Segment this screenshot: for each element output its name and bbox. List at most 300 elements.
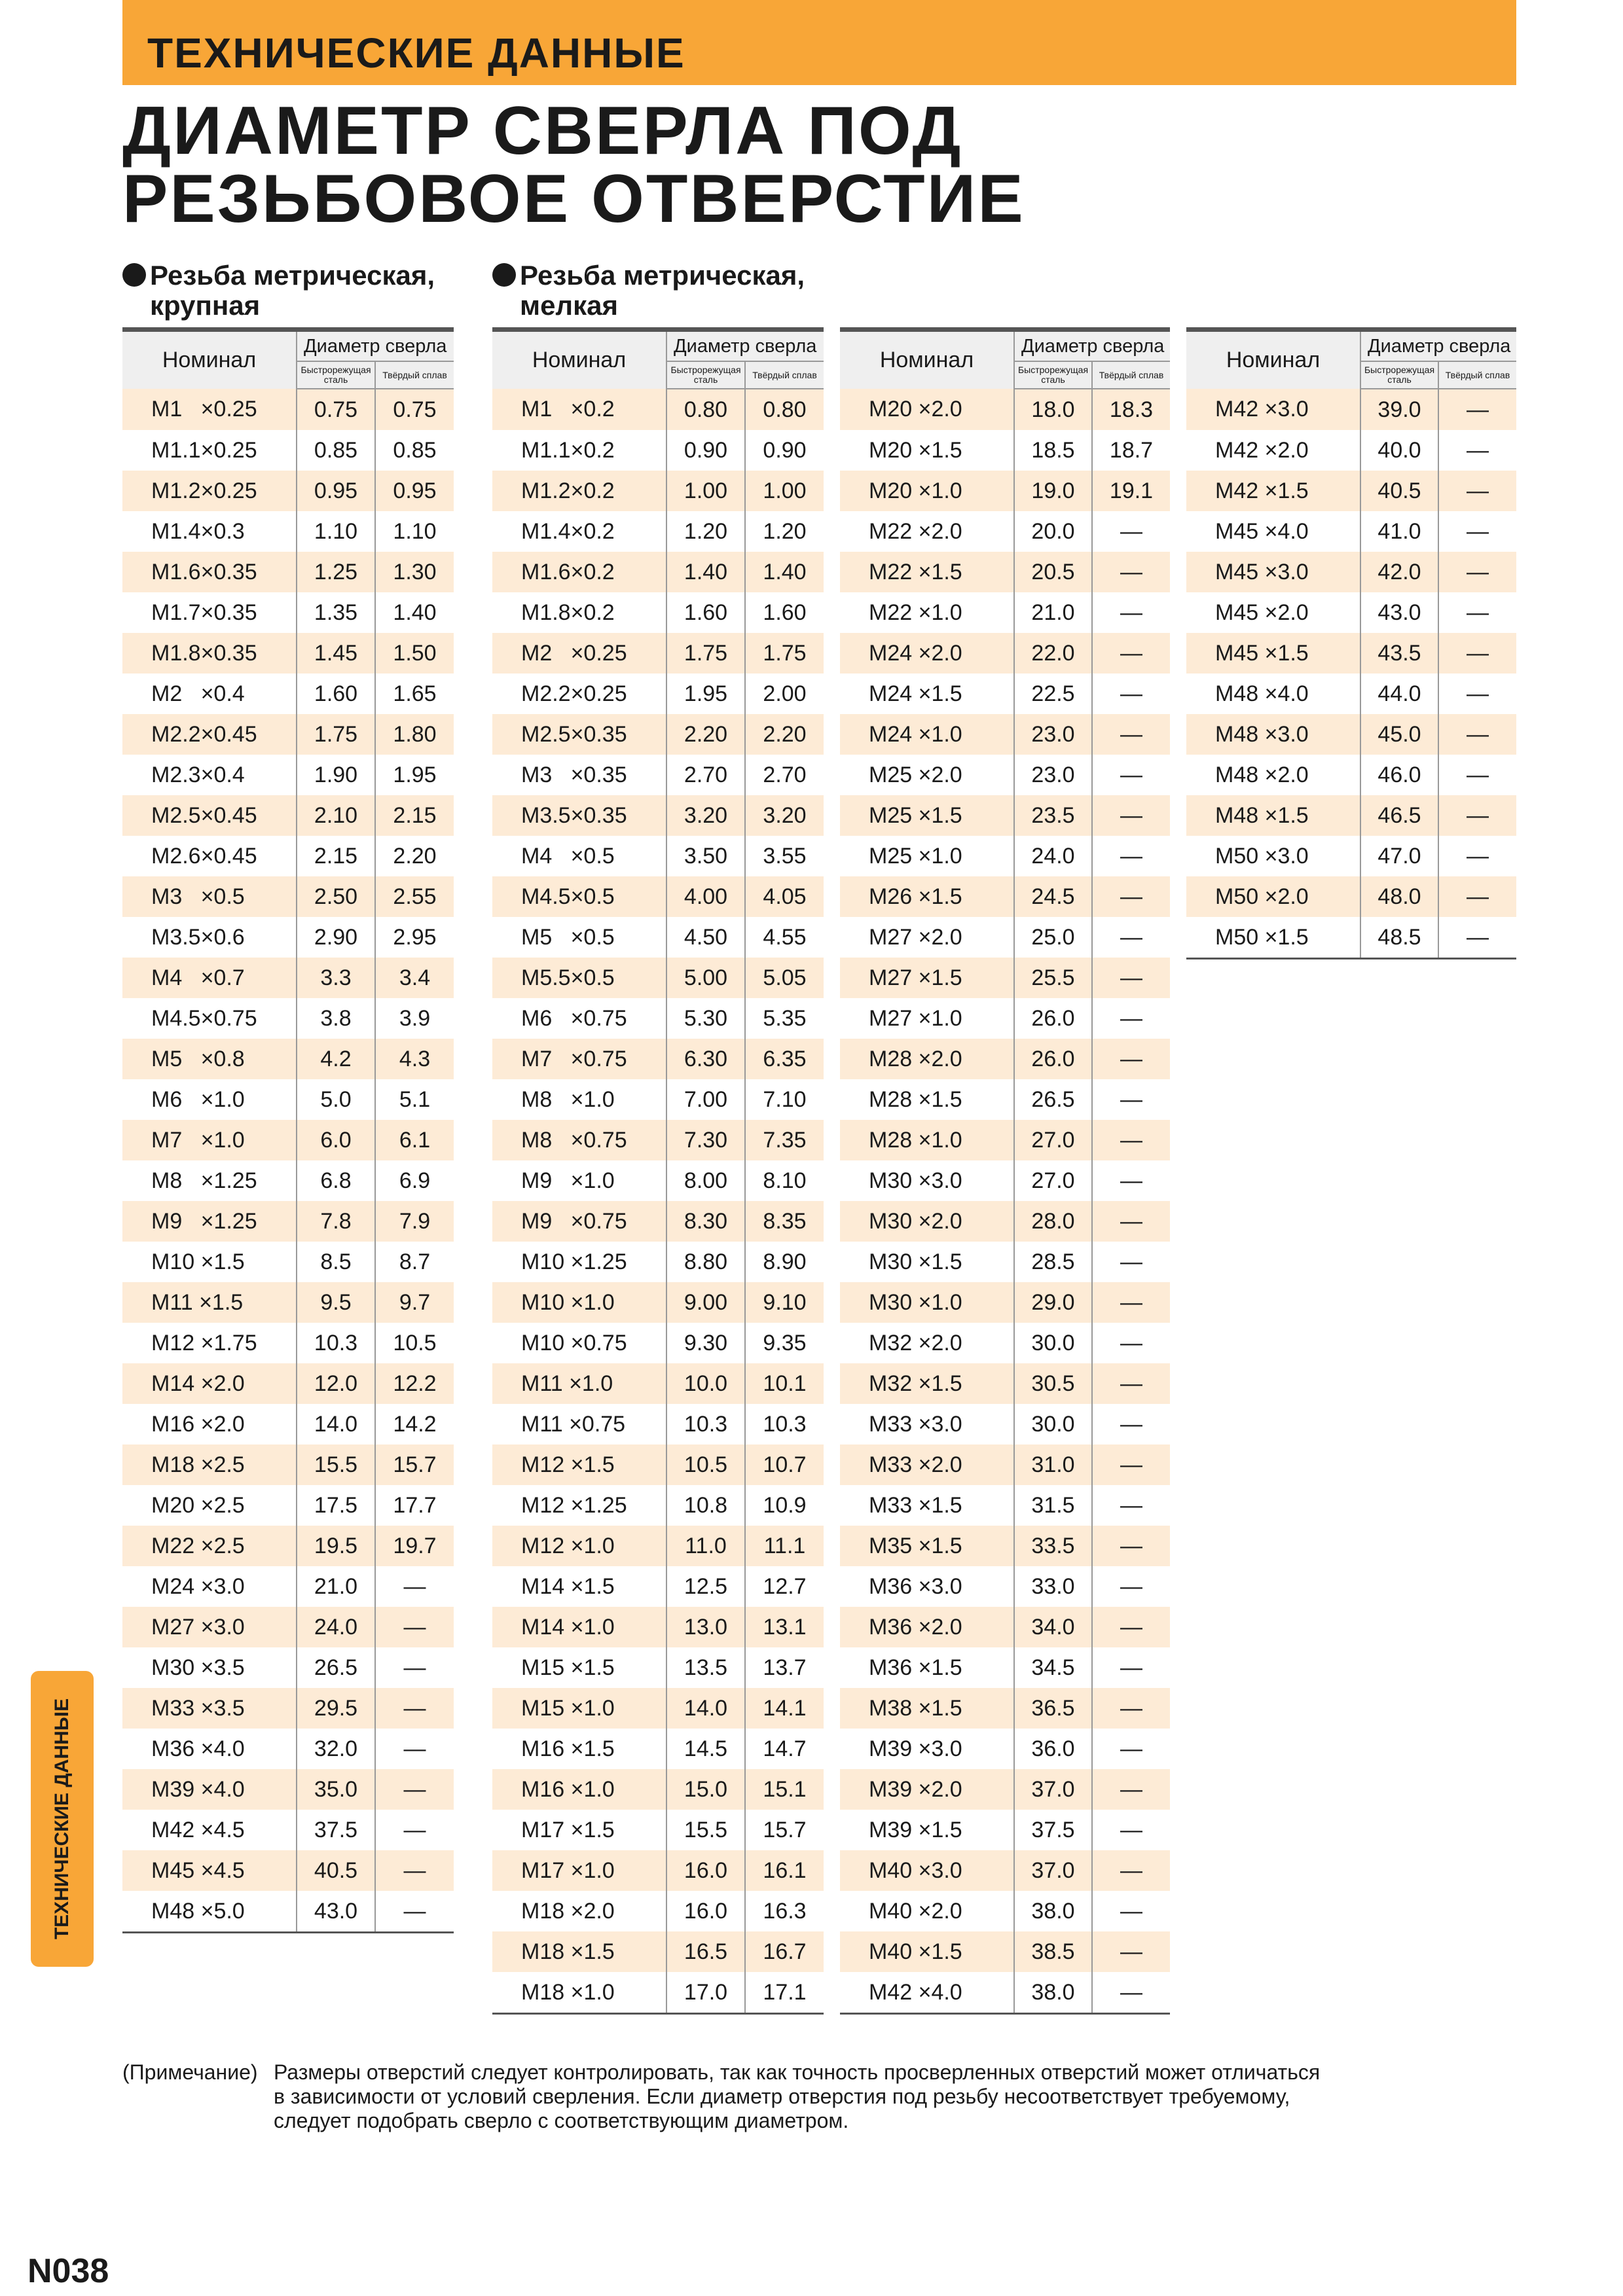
nominal-cell: M1.6×0.35: [122, 552, 297, 592]
hss-diameter-cell: 29.0: [1014, 1282, 1092, 1323]
nominal-cell: M18 ×2.5: [122, 1444, 297, 1485]
section-heading-fine-line1: Резьба метрическая,: [520, 260, 805, 291]
hss-diameter-cell: 29.5: [297, 1688, 375, 1729]
table-row: [840, 1769, 1170, 1810]
table-row: [492, 1931, 824, 1972]
table-row: [122, 592, 454, 633]
nominal-cell: M24 ×3.0: [122, 1566, 297, 1607]
table-row: [492, 1282, 824, 1323]
nominal-cell: M15 ×1.0: [492, 1688, 666, 1729]
hss-diameter-cell: 43.5: [1360, 633, 1438, 673]
carbide-diameter-cell: 1.65: [375, 673, 454, 714]
table-row: [492, 1120, 824, 1160]
hss-diameter-cell: 30.0: [1014, 1323, 1092, 1363]
carbide-diameter-cell: 1.00: [745, 471, 824, 511]
hss-diameter-cell: 7.00: [666, 1079, 745, 1120]
table-row: [492, 1079, 824, 1120]
hss-diameter-cell: 2.15: [297, 836, 375, 876]
hss-diameter-cell: 16.0: [666, 1850, 745, 1891]
nominal-cell: M18 ×1.0: [492, 1972, 666, 2014]
carbide-diameter-cell: —: [1092, 1485, 1170, 1526]
nominal-cell: M10 ×1.25: [492, 1242, 666, 1282]
carbide-diameter-cell: —: [1092, 1160, 1170, 1201]
table-row: [492, 673, 824, 714]
table-row: [840, 1891, 1170, 1931]
nominal-cell: M50 ×1.5: [1186, 917, 1360, 959]
nominal-cell: M32 ×2.0: [840, 1323, 1014, 1363]
nominal-cell: M36 ×4.0: [122, 1729, 297, 1769]
table-row: [840, 1363, 1170, 1404]
hss-diameter-cell: 21.0: [297, 1566, 375, 1607]
nominal-cell: M5 ×0.8: [122, 1039, 297, 1079]
table-row: [122, 836, 454, 876]
hss-diameter-cell: 40.5: [297, 1850, 375, 1891]
hss-diameter-cell: 24.0: [1014, 836, 1092, 876]
table-row: [840, 1972, 1170, 2014]
carbide-diameter-cell: —: [1092, 1931, 1170, 1972]
column-header-carbide: Твёрдый сплав: [1438, 361, 1516, 389]
table-row: [122, 1850, 454, 1891]
hss-diameter-cell: 3.8: [297, 998, 375, 1039]
nominal-cell: M39 ×1.5: [840, 1810, 1014, 1850]
nominal-cell: M9 ×0.75: [492, 1201, 666, 1242]
carbide-diameter-cell: —: [1438, 876, 1516, 917]
nominal-cell: M4.5×0.75: [122, 998, 297, 1039]
table-row: [840, 1850, 1170, 1891]
carbide-diameter-cell: —: [1092, 1729, 1170, 1769]
hss-diameter-cell: 40.5: [1360, 471, 1438, 511]
carbide-diameter-cell: 4.05: [745, 876, 824, 917]
carbide-diameter-cell: 5.1: [375, 1079, 454, 1120]
carbide-diameter-cell: 2.55: [375, 876, 454, 917]
column-header-carbide: Твёрдый сплав: [745, 361, 824, 389]
table-row: [840, 1242, 1170, 1282]
table-row: [122, 1607, 454, 1647]
carbide-diameter-cell: —: [1092, 511, 1170, 552]
carbide-diameter-cell: 10.7: [745, 1444, 824, 1485]
carbide-diameter-cell: —: [1092, 1566, 1170, 1607]
hss-diameter-cell: 42.0: [1360, 552, 1438, 592]
table-row: [492, 1607, 824, 1647]
table-row: [122, 1566, 454, 1607]
hss-diameter-cell: 23.0: [1014, 714, 1092, 755]
hss-diameter-cell: 6.8: [297, 1160, 375, 1201]
carbide-diameter-cell: —: [1438, 714, 1516, 755]
carbide-diameter-cell: —: [1438, 633, 1516, 673]
hss-diameter-cell: 19.5: [297, 1526, 375, 1566]
column-header-diameter: Диаметр сверла: [1014, 330, 1170, 362]
nominal-cell: M2.2×0.45: [122, 714, 297, 755]
carbide-diameter-cell: 9.10: [745, 1282, 824, 1323]
nominal-cell: M38 ×1.5: [840, 1688, 1014, 1729]
hss-diameter-cell: 23.5: [1014, 795, 1092, 836]
nominal-cell: M35 ×1.5: [840, 1526, 1014, 1566]
table-row: [1186, 755, 1516, 795]
column-header-nominal: Номинал: [492, 330, 666, 389]
carbide-diameter-cell: 14.1: [745, 1688, 824, 1729]
carbide-diameter-cell: —: [1438, 471, 1516, 511]
hss-diameter-cell: 38.0: [1014, 1891, 1092, 1931]
nominal-cell: M9 ×1.0: [492, 1160, 666, 1201]
hss-diameter-cell: 17.5: [297, 1485, 375, 1526]
page-title-line1: ДИАМЕТР СВЕРЛА ПОД: [122, 93, 963, 169]
table-row: [122, 1688, 454, 1729]
hss-diameter-cell: 14.5: [666, 1729, 745, 1769]
hss-diameter-cell: 1.90: [297, 755, 375, 795]
nominal-cell: M33 ×2.0: [840, 1444, 1014, 1485]
nominal-cell: M1.2×0.2: [492, 471, 666, 511]
nominal-cell: M1.1×0.25: [122, 430, 297, 471]
carbide-diameter-cell: —: [1092, 1120, 1170, 1160]
hss-diameter-cell: 3.3: [297, 958, 375, 998]
side-tab-label: ТЕХНИЧЕСКИЕ ДАННЫЕ: [51, 1698, 73, 1940]
nominal-cell: M6 ×0.75: [492, 998, 666, 1039]
carbide-diameter-cell: 4.55: [745, 917, 824, 958]
nominal-cell: M6 ×1.0: [122, 1079, 297, 1120]
table-row: [122, 876, 454, 917]
carbide-diameter-cell: 19.7: [375, 1526, 454, 1566]
hss-diameter-cell: 9.00: [666, 1282, 745, 1323]
hss-diameter-cell: 30.0: [1014, 1404, 1092, 1444]
nominal-cell: M50 ×2.0: [1186, 876, 1360, 917]
hss-diameter-cell: 11.0: [666, 1526, 745, 1566]
nominal-cell: M45 ×3.0: [1186, 552, 1360, 592]
nominal-cell: M39 ×4.0: [122, 1769, 297, 1810]
table-row: [492, 1688, 824, 1729]
table-row: [492, 1242, 824, 1282]
page-number: N038: [27, 2252, 109, 2290]
table-row: [840, 795, 1170, 836]
table-row: [492, 958, 824, 998]
nominal-cell: M27 ×1.5: [840, 958, 1014, 998]
nominal-cell: M1.4×0.2: [492, 511, 666, 552]
nominal-cell: M27 ×1.0: [840, 998, 1014, 1039]
carbide-diameter-cell: 2.70: [745, 755, 824, 795]
table-row: [122, 1444, 454, 1485]
nominal-cell: M14 ×1.5: [492, 1566, 666, 1607]
nominal-cell: M16 ×2.0: [122, 1404, 297, 1444]
nominal-cell: M40 ×1.5: [840, 1931, 1014, 1972]
hss-diameter-cell: 21.0: [1014, 592, 1092, 633]
nominal-cell: M1.4×0.3: [122, 511, 297, 552]
table-row: [1186, 511, 1516, 552]
carbide-diameter-cell: 7.35: [745, 1120, 824, 1160]
hss-diameter-cell: 46.0: [1360, 755, 1438, 795]
table-row: [840, 430, 1170, 471]
bullet-icon: [492, 263, 516, 287]
hss-diameter-cell: 34.5: [1014, 1647, 1092, 1688]
table-row: [492, 1850, 824, 1891]
hss-diameter-cell: 10.8: [666, 1485, 745, 1526]
table-row: [840, 836, 1170, 876]
hss-diameter-cell: 0.95: [297, 471, 375, 511]
hss-diameter-cell: 9.5: [297, 1282, 375, 1323]
carbide-diameter-cell: 11.1: [745, 1526, 824, 1566]
table-row: [840, 511, 1170, 552]
column-header-diameter: Диаметр сверла: [297, 330, 454, 362]
nominal-cell: M22 ×2.5: [122, 1526, 297, 1566]
hss-diameter-cell: 10.5: [666, 1444, 745, 1485]
hss-diameter-cell: 2.70: [666, 755, 745, 795]
table-row: [122, 714, 454, 755]
table-row: [492, 471, 824, 511]
nominal-cell: M16 ×1.0: [492, 1769, 666, 1810]
table-row: [840, 552, 1170, 592]
hss-diameter-cell: 12.0: [297, 1363, 375, 1404]
carbide-diameter-cell: —: [1092, 917, 1170, 958]
hss-diameter-cell: 31.0: [1014, 1444, 1092, 1485]
nominal-cell: M1.8×0.2: [492, 592, 666, 633]
hss-diameter-cell: 1.45: [297, 633, 375, 673]
carbide-diameter-cell: 6.9: [375, 1160, 454, 1201]
hss-diameter-cell: 4.00: [666, 876, 745, 917]
carbide-diameter-cell: —: [375, 1850, 454, 1891]
nominal-cell: M20 ×2.5: [122, 1485, 297, 1526]
hss-diameter-cell: 20.5: [1014, 552, 1092, 592]
carbide-diameter-cell: —: [1092, 592, 1170, 633]
carbide-diameter-cell: —: [1092, 1810, 1170, 1850]
nominal-cell: M48 ×1.5: [1186, 795, 1360, 836]
carbide-diameter-cell: 2.20: [745, 714, 824, 755]
nominal-cell: M36 ×2.0: [840, 1607, 1014, 1647]
hss-diameter-cell: 37.0: [1014, 1769, 1092, 1810]
nominal-cell: M30 ×3.5: [122, 1647, 297, 1688]
carbide-diameter-cell: —: [1092, 1079, 1170, 1120]
table-row: [122, 389, 454, 430]
carbide-diameter-cell: —: [1092, 1363, 1170, 1404]
bullet-icon: [122, 263, 146, 287]
carbide-diameter-cell: 18.7: [1092, 430, 1170, 471]
hss-diameter-cell: 31.5: [1014, 1485, 1092, 1526]
table-row: [840, 1201, 1170, 1242]
carbide-diameter-cell: —: [1438, 430, 1516, 471]
carbide-diameter-cell: 1.75: [745, 633, 824, 673]
carbide-diameter-cell: —: [375, 1769, 454, 1810]
hss-diameter-cell: 26.5: [297, 1647, 375, 1688]
table-row: [492, 1566, 824, 1607]
table-row: [492, 1201, 824, 1242]
hss-diameter-cell: 2.50: [297, 876, 375, 917]
table-row: [840, 1607, 1170, 1647]
nominal-cell: M10 ×0.75: [492, 1323, 666, 1363]
side-tab: [31, 1671, 94, 1967]
carbide-diameter-cell: 18.3: [1092, 389, 1170, 430]
nominal-cell: M24 ×1.0: [840, 714, 1014, 755]
carbide-diameter-cell: 0.75: [375, 389, 454, 430]
table-row: [840, 1729, 1170, 1769]
carbide-diameter-cell: 10.5: [375, 1323, 454, 1363]
hss-diameter-cell: 33.0: [1014, 1566, 1092, 1607]
nominal-cell: M18 ×1.5: [492, 1931, 666, 1972]
table-row: [840, 389, 1170, 430]
table-row: [122, 1160, 454, 1201]
nominal-cell: M33 ×3.5: [122, 1688, 297, 1729]
table-row: [840, 673, 1170, 714]
nominal-cell: M4 ×0.7: [122, 958, 297, 998]
column-header-nominal: Номинал: [122, 330, 297, 389]
nominal-cell: M11 ×1.0: [492, 1363, 666, 1404]
table-row: [840, 958, 1170, 998]
carbide-diameter-cell: 1.60: [745, 592, 824, 633]
nominal-cell: M20 ×1.0: [840, 471, 1014, 511]
hss-diameter-cell: 6.30: [666, 1039, 745, 1079]
nominal-cell: M48 ×4.0: [1186, 673, 1360, 714]
table-row: [492, 430, 824, 471]
nominal-cell: M2.5×0.45: [122, 795, 297, 836]
carbide-diameter-cell: —: [1092, 1891, 1170, 1931]
column-header-hss: Быстрорежущая сталь: [666, 361, 745, 389]
nominal-cell: M10 ×1.0: [492, 1282, 666, 1323]
hss-diameter-cell: 6.0: [297, 1120, 375, 1160]
carbide-diameter-cell: —: [1092, 714, 1170, 755]
table-row: [122, 795, 454, 836]
carbide-diameter-cell: 2.00: [745, 673, 824, 714]
hss-diameter-cell: 30.5: [1014, 1363, 1092, 1404]
nominal-cell: M2.5×0.35: [492, 714, 666, 755]
carbide-diameter-cell: —: [1092, 1201, 1170, 1242]
nominal-cell: M12 ×1.5: [492, 1444, 666, 1485]
nominal-cell: M48 ×5.0: [122, 1891, 297, 1933]
table-row: [492, 1363, 824, 1404]
hss-diameter-cell: 10.3: [666, 1404, 745, 1444]
nominal-cell: M2 ×0.4: [122, 673, 297, 714]
hss-diameter-cell: 27.0: [1014, 1160, 1092, 1201]
nominal-cell: M28 ×2.0: [840, 1039, 1014, 1079]
hss-diameter-cell: 34.0: [1014, 1607, 1092, 1647]
hss-diameter-cell: 0.80: [666, 389, 745, 430]
carbide-diameter-cell: 2.20: [375, 836, 454, 876]
nominal-cell: M20 ×1.5: [840, 430, 1014, 471]
nominal-cell: M40 ×3.0: [840, 1850, 1014, 1891]
nominal-cell: M24 ×1.5: [840, 673, 1014, 714]
carbide-diameter-cell: 10.9: [745, 1485, 824, 1526]
hss-diameter-cell: 18.5: [1014, 430, 1092, 471]
table-row: [840, 633, 1170, 673]
hss-diameter-cell: 14.0: [666, 1688, 745, 1729]
carbide-diameter-cell: 8.10: [745, 1160, 824, 1201]
nominal-cell: M8 ×0.75: [492, 1120, 666, 1160]
nominal-cell: M28 ×1.5: [840, 1079, 1014, 1120]
section-heading-fine: [492, 260, 805, 321]
nominal-cell: M48 ×3.0: [1186, 714, 1360, 755]
carbide-diameter-cell: —: [1092, 1688, 1170, 1729]
carbide-diameter-cell: —: [1092, 673, 1170, 714]
table-row: [492, 1647, 824, 1688]
nominal-cell: M4.5×0.5: [492, 876, 666, 917]
nominal-cell: M45 ×4.5: [122, 1850, 297, 1891]
nominal-cell: M25 ×1.0: [840, 836, 1014, 876]
carbide-diameter-cell: —: [1438, 755, 1516, 795]
hss-diameter-cell: 10.0: [666, 1363, 745, 1404]
hss-diameter-cell: 3.20: [666, 795, 745, 836]
nominal-cell: M16 ×1.5: [492, 1729, 666, 1769]
carbide-diameter-cell: —: [1438, 795, 1516, 836]
table-row: [122, 1891, 454, 1933]
nominal-cell: M1.1×0.2: [492, 430, 666, 471]
table-row: [1186, 430, 1516, 471]
carbide-diameter-cell: 9.35: [745, 1323, 824, 1363]
carbide-diameter-cell: 2.95: [375, 917, 454, 958]
carbide-diameter-cell: 6.1: [375, 1120, 454, 1160]
hss-diameter-cell: 36.5: [1014, 1688, 1092, 1729]
hss-diameter-cell: 32.0: [297, 1729, 375, 1769]
hss-diameter-cell: 46.5: [1360, 795, 1438, 836]
fine-thread-table-1: [492, 327, 824, 2015]
hss-diameter-cell: 13.0: [666, 1607, 745, 1647]
nominal-cell: M3.5×0.35: [492, 795, 666, 836]
table-row: [492, 1891, 824, 1931]
column-header-diameter: Диаметр сверла: [1360, 330, 1516, 362]
table-row: [122, 1242, 454, 1282]
table-row: [492, 998, 824, 1039]
hss-diameter-cell: 5.00: [666, 958, 745, 998]
carbide-diameter-cell: 8.90: [745, 1242, 824, 1282]
carbide-diameter-cell: —: [1092, 1850, 1170, 1891]
carbide-diameter-cell: 5.05: [745, 958, 824, 998]
carbide-diameter-cell: 8.7: [375, 1242, 454, 1282]
nominal-cell: M3.5×0.6: [122, 917, 297, 958]
hss-diameter-cell: 1.60: [297, 673, 375, 714]
carbide-diameter-cell: —: [1092, 958, 1170, 998]
carbide-diameter-cell: —: [1092, 1039, 1170, 1079]
footnote-line: Размеры отверстий следует контролировать, так как точность просверленных отверстий может отличаться: [274, 2060, 1321, 2084]
table-row: [122, 1404, 454, 1444]
table-row: [492, 1526, 824, 1566]
nominal-cell: M17 ×1.5: [492, 1810, 666, 1850]
carbide-diameter-cell: —: [375, 1688, 454, 1729]
table-row: [840, 998, 1170, 1039]
carbide-diameter-cell: —: [1092, 1647, 1170, 1688]
hss-diameter-cell: 20.0: [1014, 511, 1092, 552]
table-row: [122, 1363, 454, 1404]
page-title: [122, 93, 1025, 237]
table-row: [122, 511, 454, 552]
hss-diameter-cell: 15.0: [666, 1769, 745, 1810]
nominal-cell: M22 ×2.0: [840, 511, 1014, 552]
carbide-diameter-cell: 3.55: [745, 836, 824, 876]
hss-diameter-cell: 26.0: [1014, 1039, 1092, 1079]
hss-diameter-cell: 43.0: [297, 1891, 375, 1933]
table-row: [840, 876, 1170, 917]
table-row: [840, 1485, 1170, 1526]
table-row: [1186, 714, 1516, 755]
carbide-diameter-cell: 8.35: [745, 1201, 824, 1242]
hss-diameter-cell: 33.5: [1014, 1526, 1092, 1566]
nominal-cell: M26 ×1.5: [840, 876, 1014, 917]
hss-diameter-cell: 1.25: [297, 552, 375, 592]
nominal-cell: M8 ×1.25: [122, 1160, 297, 1201]
hss-diameter-cell: 41.0: [1360, 511, 1438, 552]
nominal-cell: M5 ×0.5: [492, 917, 666, 958]
column-header-hss: Быстрорежущая сталь: [297, 361, 375, 389]
hss-diameter-cell: 48.5: [1360, 917, 1438, 959]
carbide-diameter-cell: 15.7: [375, 1444, 454, 1485]
hss-diameter-cell: 1.20: [666, 511, 745, 552]
nominal-cell: M40 ×2.0: [840, 1891, 1014, 1931]
table-row: [492, 1972, 824, 2014]
carbide-diameter-cell: 10.1: [745, 1363, 824, 1404]
table-row: [122, 917, 454, 958]
table-row: [840, 714, 1170, 755]
hss-diameter-cell: 1.75: [666, 633, 745, 673]
carbide-diameter-cell: 3.9: [375, 998, 454, 1039]
hss-diameter-cell: 28.0: [1014, 1201, 1092, 1242]
nominal-cell: M48 ×2.0: [1186, 755, 1360, 795]
nominal-cell: M42 ×4.0: [840, 1972, 1014, 2014]
table-row: [122, 673, 454, 714]
table-row: [122, 552, 454, 592]
carbide-diameter-cell: —: [1092, 633, 1170, 673]
